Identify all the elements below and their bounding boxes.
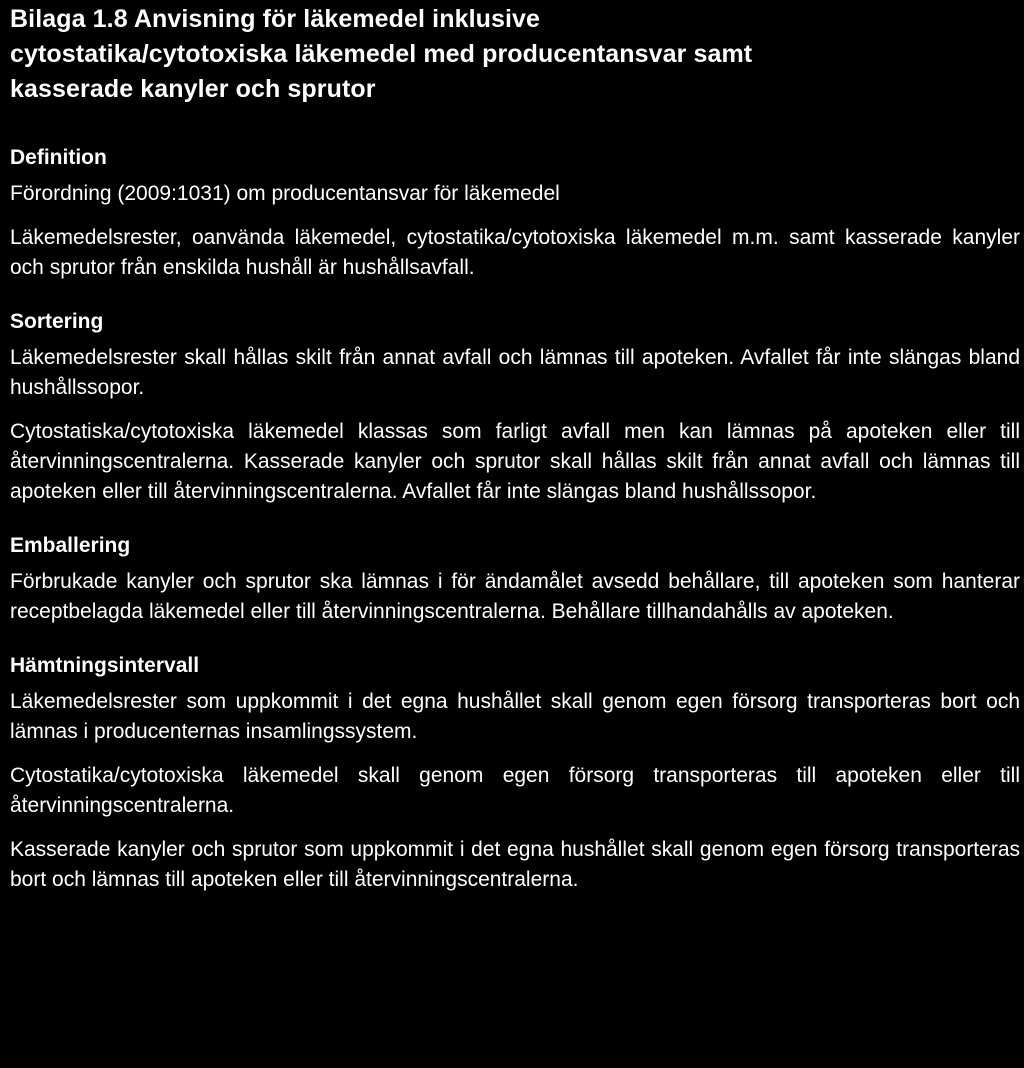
section-hamtningsintervall xyxy=(10,651,1020,895)
hamtningsintervall-paragraph-1: Läkemedelsrester som uppkommit i det egna hushållet skall genom egen försorg transporteras bort och lämnas i producenternas insamlingssystem. xyxy=(10,690,1020,743)
document-page xyxy=(10,2,1020,895)
emballering-paragraph-1: Förbrukade kanyler och sprutor ska lämnas i för ändamålet avsedd behållare, till apoteken som hanterar receptbelagda läkemedel eller till återvinningscentralerna. Behållare tillhandahålls av apoteken. xyxy=(10,570,1020,623)
sortering-paragraph-1: Läkemedelsrester skall hållas skilt från annat avfall och lämnas till apoteken. Avfallet får inte slängas bland hushållssopor. xyxy=(10,346,1020,399)
title-line-3: kasserade kanyler och sprutor xyxy=(10,75,376,103)
section-heading-sortering: Sortering xyxy=(10,310,104,333)
sortering-paragraph-2: Cytostatiska/cytotoxiska läkemedel klassas som farligt avfall men kan lämnas på apoteken eller till återvinningscentralerna. Kasserade kanyler och sprutor skall hållas skilt från annat avfall och lämnas till apoteken eller till återvinningscentralerna. Avfallet får inte slängas bland hushållssopor. xyxy=(10,420,1020,503)
document-title xyxy=(10,2,1020,107)
section-heading-definition: Definition xyxy=(10,146,107,169)
title-line-2: cytostatika/cytotoxiska läkemedel med producentansvar samt xyxy=(10,40,753,68)
hamtningsintervall-paragraph-3: Kasserade kanyler och sprutor som uppkommit i det egna hushållet skall genom egen försorg transporteras bort och lämnas till apoteken eller till återvinningscentralerna. xyxy=(10,838,1020,891)
section-definition xyxy=(10,143,1020,283)
section-heading-emballering: Emballering xyxy=(10,534,131,557)
section-heading-hamtningsintervall: Hämtningsintervall xyxy=(10,654,200,677)
hamtningsintervall-paragraph-2: Cytostatika/cytotoxiska läkemedel skall genom egen försorg transporteras till apoteken eller till återvinningscentralerna. xyxy=(10,764,1020,817)
definition-paragraph-2: Läkemedelsrester, oanvända läkemedel, cytostatika/cytotoxiska läkemedel m.m. samt kasserade kanyler och sprutor från enskilda hushåll är hushållsavfall. xyxy=(10,226,1020,279)
definition-paragraph-1: Förordning (2009:1031) om producentansvar för läkemedel xyxy=(10,182,560,205)
section-sortering xyxy=(10,307,1020,507)
title-line-1: Bilaga 1.8 Anvisning för läkemedel inklusive xyxy=(10,5,541,33)
section-emballering xyxy=(10,531,1020,627)
